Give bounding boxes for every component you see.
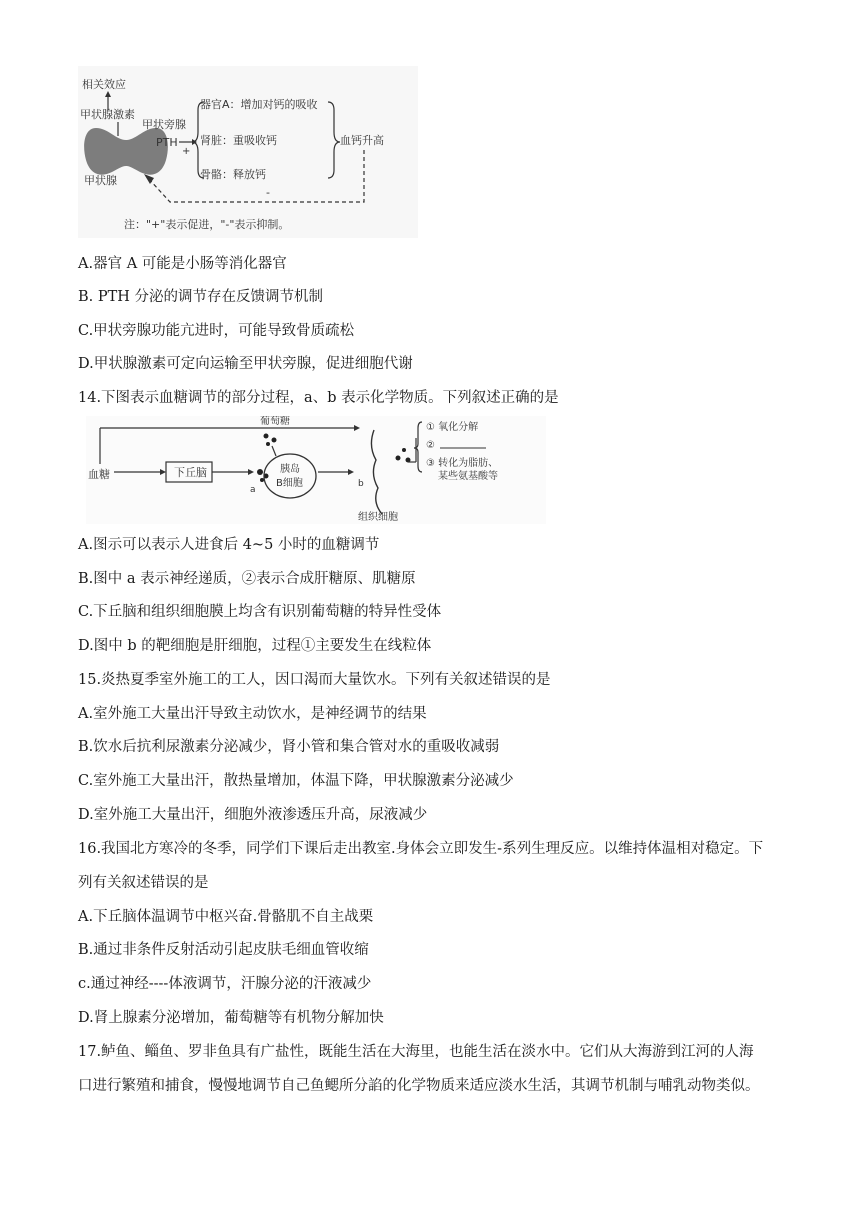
q16-option-d: D.肾上腺素分泌增加，葡萄糖等有机物分解加快 xyxy=(78,1010,384,1026)
figure-note: 注："+"表示促进，"-"表示抑制。 xyxy=(124,218,290,231)
parathyroid-label: 甲状旁腺 xyxy=(142,118,186,131)
organ-a-label: 器官A：增加对钙的吸收 xyxy=(200,98,318,111)
q14-option-b: B.图中 a 表示神经递质，②表示合成肝糖原、肌糖原 xyxy=(78,571,416,587)
q13-option-a: A.器官 A 可能是小肠等消化器官 xyxy=(78,256,287,272)
q14-option-c: C.下丘脑和组织细胞膜上均含有识别葡萄糖的特异性受体 xyxy=(78,604,442,620)
q15-option-a: A.室外施工大量出汗导致主动饮水，是神经调节的结果 xyxy=(78,706,427,722)
label-b-fig: b xyxy=(358,479,364,489)
q15-option-b: B.饮水后抗利尿激素分泌减少，肾小管和集合管对水的重吸收减弱 xyxy=(78,739,500,755)
pth-regulation-figure xyxy=(78,66,418,238)
label-a-fig: a xyxy=(250,485,256,495)
thyroid-hormone-label: 甲状腺激素 xyxy=(80,108,135,121)
effect-label: 相关效应 xyxy=(82,78,126,91)
q13-option-c: C.甲状旁腺功能亢进时，可能导致骨质疏松 xyxy=(78,323,355,339)
q15-option-c: C.室外施工大量出汗，散热量增加，体温下降，甲状腺激素分泌减少 xyxy=(78,773,514,789)
blood-sugar-label: 血糖 xyxy=(88,468,110,481)
path-1-label: ① 氧化分解 xyxy=(426,422,479,433)
blood-sugar-regulation-figure xyxy=(86,416,546,524)
q14-option-a: A.图示可以表示人进食后 4~5 小时的血糖调节 xyxy=(78,537,380,553)
hypothalamus-label: 下丘脑 xyxy=(174,466,207,479)
q14-stem: 14.下图表示血糖调节的部分过程，a、b 表示化学物质。下列叙述正确的是 xyxy=(78,390,559,406)
plus-sign: + xyxy=(182,146,191,157)
q17-line1: 17.鲈鱼、鲻鱼、罗非鱼具有广盐性，既能生活在大海里，也能生活在淡水中。它们从大海游到江河的人海 xyxy=(78,1044,754,1060)
q16-option-a: A.下丘脑体温调节中枢兴奋.骨骼肌不自主战栗 xyxy=(78,909,374,925)
path-3-label-line2: 某些氨基酸等 xyxy=(438,471,498,482)
q14-option-d: D.图中 b 的靶细胞是肝细胞，过程①主要发生在线粒体 xyxy=(78,638,432,654)
q13-option-b: B. PTH 分泌的调节存在反馈调节机制 xyxy=(78,289,324,305)
thyroid-label: 甲状腺 xyxy=(84,174,117,187)
tissue-cell-label: 组织细胞 xyxy=(358,512,398,523)
result-label: 血钙升高 xyxy=(340,134,384,147)
q16-stem-line1: 16.我国北方寒冷的冬季，同学们下课后走出教室.身体会立即发生-系列生理反应。以维持体温相对稳定。下 xyxy=(78,841,764,857)
q16-option-b: B.通过非条件反射活动引起皮肤毛细血管收缩 xyxy=(78,942,369,958)
q15-option-d: D.室外施工大量出汗，细胞外液渗透压升高，尿液减少 xyxy=(78,807,428,823)
minus-sign: - xyxy=(266,186,270,199)
q17-line2: 口进行繁殖和捕食，慢慢地调节自己鱼鳃所分諂的化学物质来适应淡水生活，其调节机制与哺乳动物类似。 xyxy=(78,1078,760,1094)
pth-label: PTH xyxy=(156,136,178,149)
q16-option-c: c.通过神经----体液调节，汗腺分泌的汗液减少 xyxy=(78,976,372,992)
path-3-label-line1: ③ 转化为脂肪、 xyxy=(426,458,499,469)
islet-cell-line1: 胰岛 xyxy=(280,464,300,475)
q13-option-d: D.甲状腺激素可定向运输至甲状旁腺，促进细胞代谢 xyxy=(78,356,413,372)
bone-label: 骨骼：释放钙 xyxy=(200,168,266,181)
q15-stem: 15.炎热夏季室外施工的工人，因口渴而大量饮水。下列有关叙述错误的是 xyxy=(78,672,551,688)
glucose-label: 葡萄糖 xyxy=(260,416,290,427)
path-2-label: ② xyxy=(426,440,435,451)
islet-cell-line2: B细胞 xyxy=(276,478,303,489)
q16-stem-line2: 列有关叙述错误的是 xyxy=(78,875,209,891)
kidney-label: 肾脏：重吸收钙 xyxy=(200,134,277,147)
